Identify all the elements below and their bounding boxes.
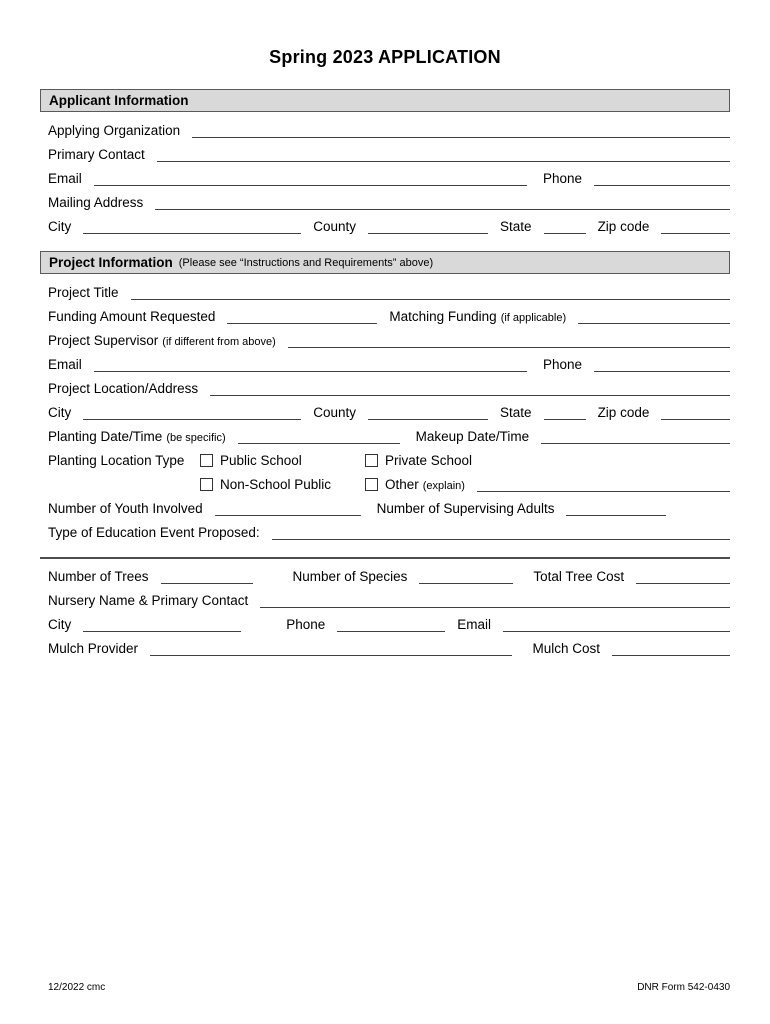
project-supervisor-label: Project Supervisor — [48, 333, 159, 348]
nursery-email-label: Email — [457, 617, 492, 632]
applicant-phone-label: Phone — [542, 171, 582, 186]
trees-count-row — [40, 560, 730, 584]
applicant-state-label: State — [500, 219, 532, 234]
project-city-field[interactable] — [83, 404, 301, 420]
non-school-public-label: Non-School Public — [220, 477, 332, 492]
applicant-zip-label: Zip code — [597, 219, 650, 234]
funding-amount-field[interactable] — [227, 308, 377, 324]
non-school-public-checkbox[interactable] — [200, 478, 213, 491]
primary-contact-field[interactable] — [157, 146, 730, 162]
nursery-city-field[interactable] — [83, 616, 241, 632]
total-tree-cost-label: Total Tree Cost — [533, 569, 625, 584]
applicant-email-label: Email — [48, 171, 82, 186]
applicant-email-field[interactable] — [94, 170, 527, 186]
mailing-address-label: Mailing Address — [48, 195, 144, 210]
location-type-row-1 — [40, 444, 730, 468]
project-supervisor-note: (if different from above) — [162, 336, 276, 348]
applicant-city-row — [40, 210, 730, 234]
non-school-public-option[interactable] — [200, 477, 365, 492]
public-school-label: Public School — [220, 453, 302, 468]
makeup-datetime-label: Makeup Date/Time — [415, 429, 530, 444]
youth-adults-row — [40, 492, 730, 516]
other-option[interactable] — [365, 477, 465, 492]
project-information-header — [40, 251, 730, 274]
planting-datetime-note: (be specific) — [166, 432, 226, 444]
applying-organization-field[interactable] — [192, 122, 730, 138]
funding-amount-label: Funding Amount Requested — [48, 309, 216, 324]
applicant-information-header — [40, 89, 730, 112]
makeup-datetime-field[interactable] — [541, 428, 730, 444]
public-school-option[interactable] — [200, 453, 365, 468]
nursery-contact-field[interactable] — [260, 592, 730, 608]
project-location-label: Project Location/Address — [48, 381, 199, 396]
page-footer — [48, 982, 730, 993]
project-title-field[interactable] — [131, 284, 730, 300]
other-label: Other — [385, 477, 419, 492]
applicant-state-field[interactable] — [544, 218, 586, 234]
applicant-city-label: City — [48, 219, 72, 234]
funding-row — [40, 300, 730, 324]
project-city-row — [40, 396, 730, 420]
project-county-label: County — [313, 405, 357, 420]
mulch-cost-label: Mulch Cost — [532, 641, 600, 656]
project-email-field[interactable] — [94, 356, 527, 372]
applicant-city-field[interactable] — [83, 218, 301, 234]
matching-funding-label: Matching Funding — [389, 309, 497, 324]
mulch-cost-field[interactable] — [612, 640, 730, 656]
nursery-phone-field[interactable] — [337, 616, 445, 632]
applicant-county-label: County — [313, 219, 357, 234]
project-information-header-note: (Please see “Instructions and Requirements” above) — [178, 256, 434, 269]
project-location-field[interactable] — [210, 380, 730, 396]
applicant-zip-field[interactable] — [661, 218, 730, 234]
private-school-label: Private School — [385, 453, 473, 468]
matching-funding-field[interactable] — [578, 308, 730, 324]
number-of-adults-field[interactable] — [566, 500, 666, 516]
mulch-provider-field[interactable] — [150, 640, 512, 656]
applicant-information-section — [40, 112, 730, 234]
other-note: (explain) — [422, 480, 465, 492]
planting-location-type-label: Planting Location Type — [48, 453, 185, 468]
footer-form-number: DNR Form 542-0430 — [637, 982, 730, 993]
project-zip-label: Zip code — [597, 405, 650, 420]
applying-organization-label: Applying Organization — [48, 123, 181, 138]
tree-nursery-section — [40, 559, 730, 656]
applying-organization-row — [40, 114, 730, 138]
project-phone-field[interactable] — [594, 356, 730, 372]
project-email-label: Email — [48, 357, 82, 372]
nursery-email-field[interactable] — [503, 616, 730, 632]
project-email-phone-row — [40, 348, 730, 372]
project-title-label: Project Title — [48, 285, 119, 300]
mailing-address-field[interactable] — [155, 194, 730, 210]
mulch-provider-label: Mulch Provider — [48, 641, 139, 656]
project-state-field[interactable] — [544, 404, 586, 420]
number-of-species-field[interactable] — [419, 568, 513, 584]
project-city-label: City — [48, 405, 72, 420]
footer-revision: 12/2022 cmc — [48, 982, 106, 993]
location-type-row-2 — [40, 468, 730, 492]
number-of-youth-label: Number of Youth Involved — [48, 501, 203, 516]
applicant-phone-field[interactable] — [594, 170, 730, 186]
project-county-field[interactable] — [368, 404, 488, 420]
matching-funding-note: (if applicable) — [500, 312, 567, 324]
project-supervisor-field[interactable] — [288, 332, 730, 348]
other-checkbox[interactable] — [365, 478, 378, 491]
mulch-row — [40, 632, 730, 656]
project-information-section — [40, 274, 730, 540]
nursery-city-label: City — [48, 617, 72, 632]
planting-datetime-label: Planting Date/Time — [48, 429, 163, 444]
number-of-species-label: Number of Species — [292, 569, 408, 584]
project-phone-label: Phone — [542, 357, 582, 372]
planting-date-row — [40, 420, 730, 444]
number-of-adults-label: Number of Supervising Adults — [376, 501, 555, 516]
planting-datetime-field[interactable] — [238, 428, 400, 444]
page-title: Spring 2023 APPLICATION — [269, 47, 501, 67]
nursery-contact-row — [40, 584, 730, 608]
education-event-field[interactable] — [272, 524, 730, 540]
project-location-row — [40, 372, 730, 396]
nursery-contact-label: Nursery Name & Primary Contact — [48, 593, 249, 608]
other-explain-field[interactable] — [477, 476, 730, 492]
total-tree-cost-field[interactable] — [636, 568, 730, 584]
education-event-label: Type of Education Event Proposed: — [48, 525, 260, 540]
nursery-city-row — [40, 608, 730, 632]
applicant-email-phone-row — [40, 162, 730, 186]
private-school-option[interactable] — [365, 453, 472, 468]
project-state-label: State — [500, 405, 532, 420]
project-title-row — [40, 276, 730, 300]
private-school-checkbox[interactable] — [365, 454, 378, 467]
primary-contact-label: Primary Contact — [48, 147, 145, 162]
applicant-county-field[interactable] — [368, 218, 488, 234]
project-information-header-label: Project Information — [49, 255, 173, 270]
education-event-row — [40, 516, 730, 540]
number-of-trees-field[interactable] — [161, 568, 253, 584]
public-school-checkbox[interactable] — [200, 454, 213, 467]
applicant-information-header-label: Applicant Information — [49, 93, 189, 108]
project-zip-field[interactable] — [661, 404, 730, 420]
mailing-address-row — [40, 186, 730, 210]
nursery-phone-label: Phone — [286, 617, 326, 632]
number-of-trees-label: Number of Trees — [48, 569, 149, 584]
project-supervisor-row — [40, 324, 730, 348]
primary-contact-row — [40, 138, 730, 162]
number-of-youth-field[interactable] — [215, 500, 361, 516]
